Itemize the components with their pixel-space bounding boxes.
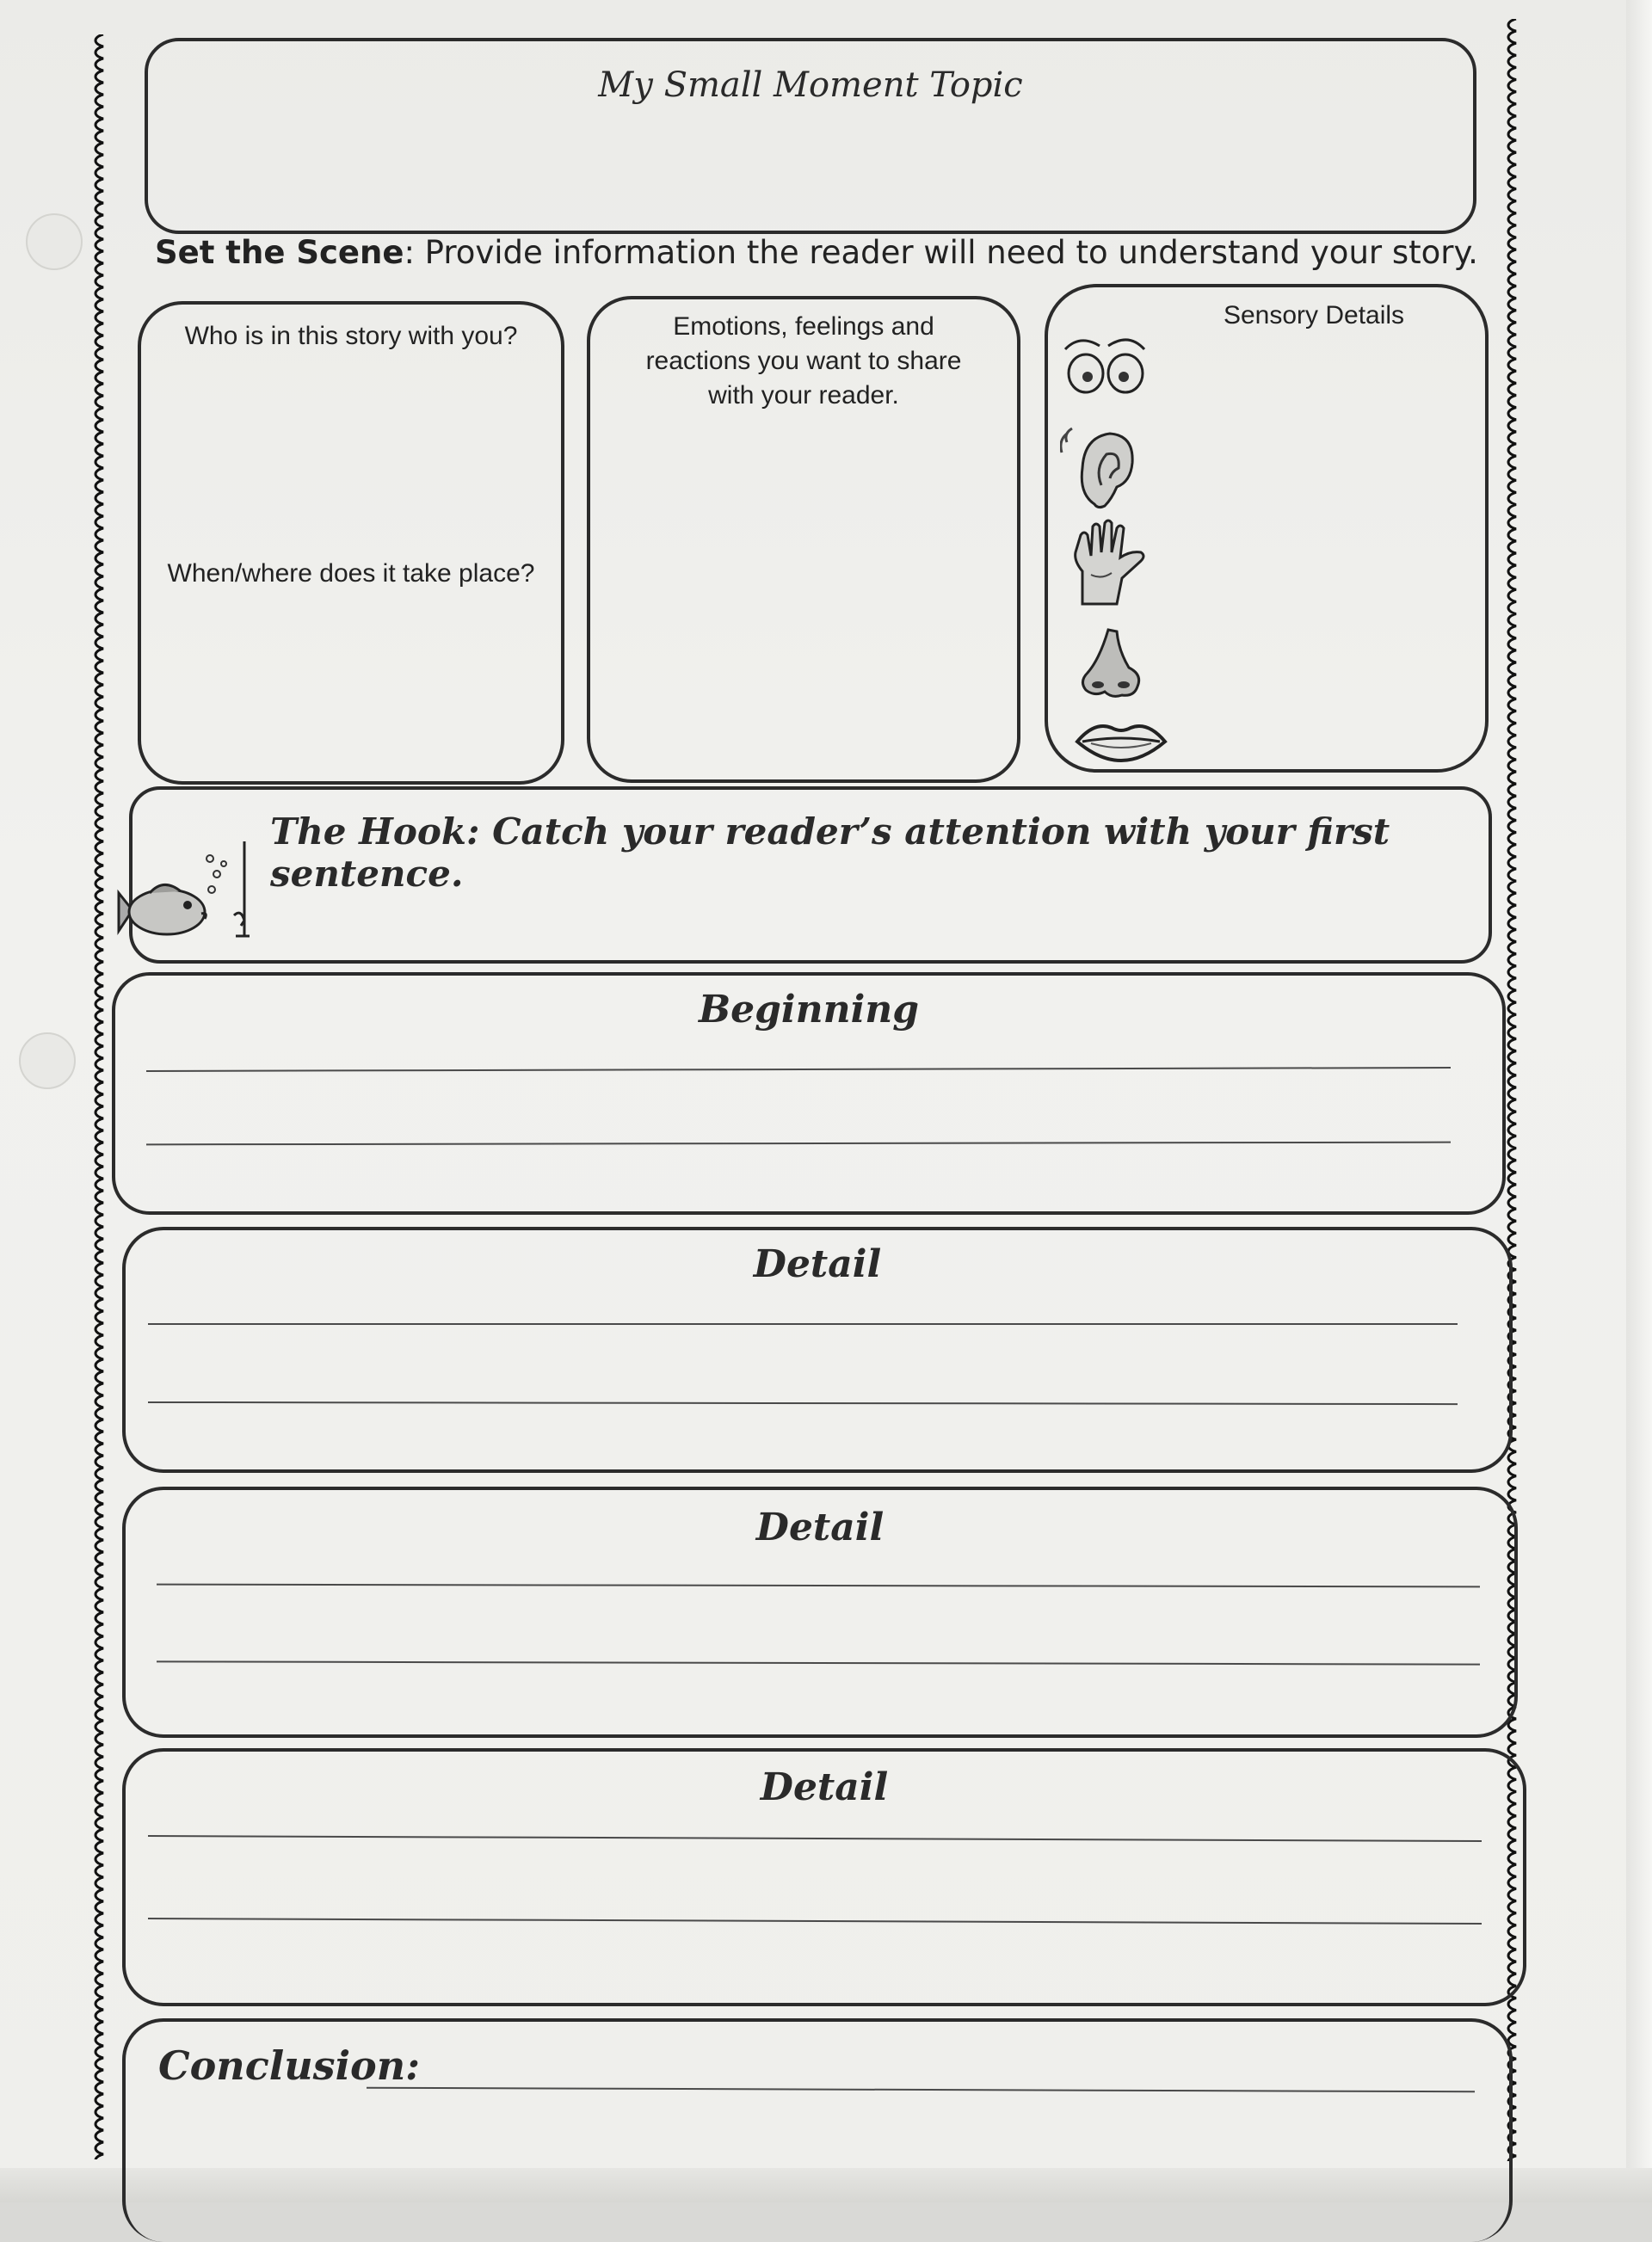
writing-line bbox=[148, 1918, 1482, 1925]
writing-line bbox=[148, 1401, 1458, 1405]
writing-line bbox=[367, 2087, 1475, 2092]
topic-title: My Small Moment Topic bbox=[598, 65, 1023, 105]
writing-line bbox=[148, 1835, 1482, 1842]
paper-edge bbox=[1626, 0, 1652, 2202]
eyes-icon bbox=[1058, 330, 1153, 399]
writing-line bbox=[146, 1142, 1451, 1146]
sensory-title: Sensory Details bbox=[1223, 301, 1405, 330]
detail-box-1[interactable] bbox=[122, 1227, 1513, 1473]
writing-line bbox=[157, 1660, 1480, 1665]
set-the-scene-text: : Provide information the reader will need to understand your story. bbox=[404, 234, 1478, 271]
hand-icon bbox=[1065, 518, 1151, 613]
emotions-prompt: Emotions, feelings and reactions you want to share with your reader. bbox=[645, 312, 962, 410]
conclusion-label: Conclusion: bbox=[158, 2042, 421, 2089]
writing-line bbox=[157, 1584, 1480, 1588]
writing-line bbox=[148, 1323, 1458, 1325]
detail-title-3: Detail bbox=[760, 1765, 889, 1809]
when-prompt: When/where does it take place? bbox=[167, 559, 535, 588]
detail-title-1: Detail bbox=[753, 1242, 882, 1286]
emotions-box[interactable] bbox=[587, 296, 1020, 783]
detail-title-2: Detail bbox=[755, 1506, 885, 1549]
fish-icon bbox=[115, 841, 253, 953]
set-the-scene-instruction bbox=[155, 234, 1478, 271]
hook-title: The Hook: Catch your reader’s attention with your first sentence. bbox=[270, 810, 1390, 895]
topic-box[interactable] bbox=[145, 38, 1476, 234]
beginning-title: Beginning bbox=[698, 988, 920, 1032]
detail-box-2[interactable] bbox=[122, 1487, 1518, 1738]
sensory-details-box[interactable] bbox=[1045, 284, 1489, 773]
punch-hole bbox=[19, 1032, 76, 1089]
set-the-scene-label: Set the Scene bbox=[155, 234, 404, 271]
who-prompt: Who is in this story with you? bbox=[184, 322, 518, 350]
punch-hole bbox=[26, 213, 83, 270]
who-when-box[interactable] bbox=[138, 301, 564, 785]
beginning-box[interactable] bbox=[112, 972, 1506, 1215]
conclusion-box[interactable] bbox=[122, 2018, 1513, 2242]
nose-icon bbox=[1074, 625, 1151, 702]
detail-box-3[interactable] bbox=[122, 1748, 1526, 2006]
ear-icon bbox=[1060, 425, 1146, 511]
lips-icon bbox=[1074, 718, 1168, 766]
writing-line bbox=[146, 1067, 1451, 1072]
hook-box[interactable] bbox=[129, 786, 1492, 964]
